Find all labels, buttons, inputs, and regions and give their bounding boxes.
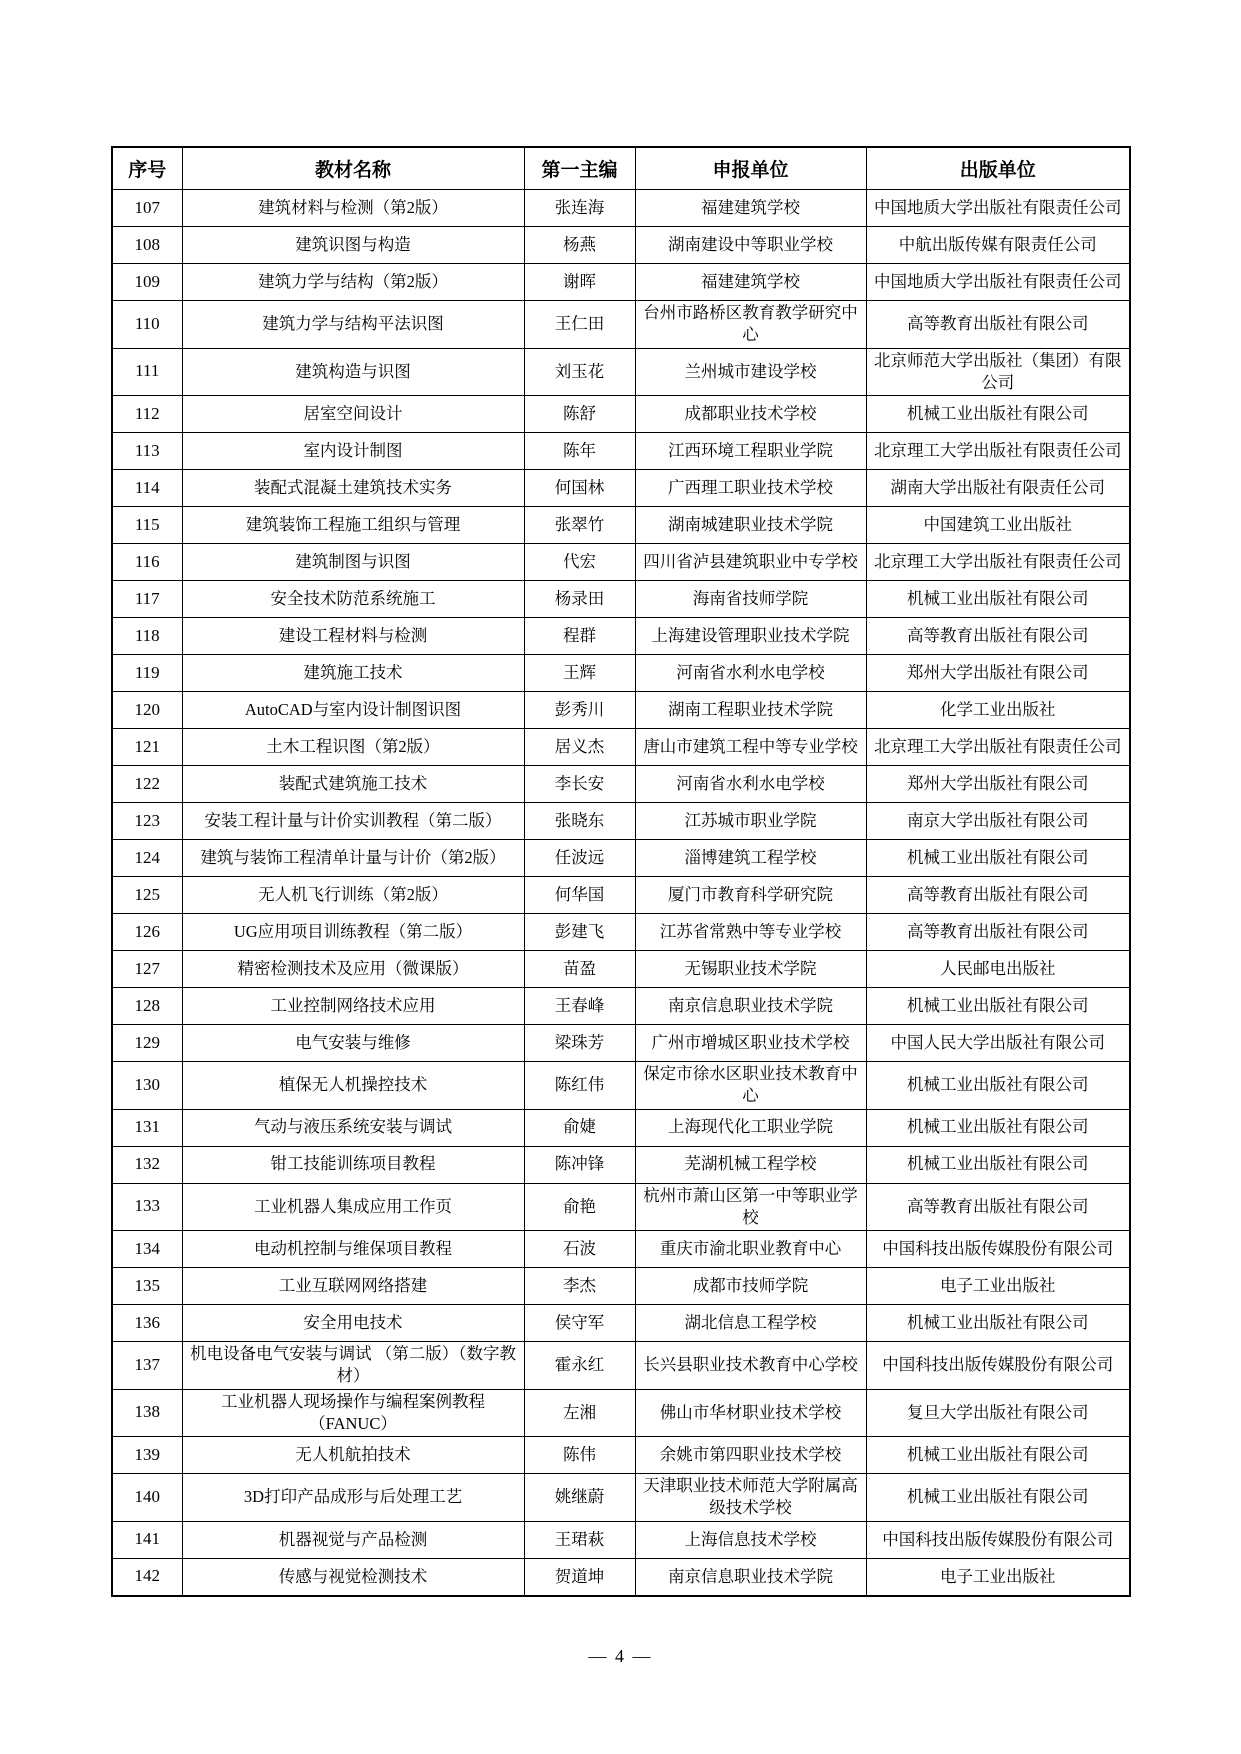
cell-index: 123 (112, 803, 182, 840)
cell-applicant: 湖南城建职业技术学院 (635, 507, 866, 544)
cell-applicant: 广西理工职业技术学校 (635, 470, 866, 507)
cell-applicant: 成都职业技术学校 (635, 396, 866, 433)
cell-index: 137 (112, 1342, 182, 1390)
cell-index: 129 (112, 1025, 182, 1062)
table-row (112, 507, 1130, 544)
table-row (112, 1268, 1130, 1305)
cell-publisher: 中国科技出版传媒股份有限公司 (866, 1231, 1130, 1268)
cell-applicant: 台州市路桥区教育教学研究中心 (635, 301, 866, 349)
table-row (112, 227, 1130, 264)
table-row (112, 1521, 1130, 1558)
cell-applicant: 余姚市第四职业技术学校 (635, 1437, 866, 1474)
cell-applicant: 无锡职业技术学院 (635, 951, 866, 988)
table-row (112, 655, 1130, 692)
cell-publisher: 机械工业出版社有限公司 (866, 581, 1130, 618)
cell-title: 气动与液压系统安装与调试 (182, 1109, 524, 1146)
table-row (112, 692, 1130, 729)
cell-publisher: 北京理工大学出版社有限责任公司 (866, 433, 1130, 470)
cell-index: 113 (112, 433, 182, 470)
cell-index: 126 (112, 914, 182, 951)
cell-publisher: 机械工业出版社有限公司 (866, 1474, 1130, 1522)
cell-publisher: 中航出版传媒有限责任公司 (866, 227, 1130, 264)
cell-applicant: 杭州市萧山区第一中等职业学校 (635, 1183, 866, 1231)
cell-title: 传感与视觉检测技术 (182, 1558, 524, 1596)
table-row (112, 877, 1130, 914)
cell-title: 安全用电技术 (182, 1305, 524, 1342)
cell-applicant: 兰州城市建设学校 (635, 348, 866, 396)
column-header-index: 序号 (112, 147, 182, 190)
cell-applicant: 南京信息职业技术学院 (635, 988, 866, 1025)
cell-publisher: 中国科技出版传媒股份有限公司 (866, 1521, 1130, 1558)
table-row (112, 1109, 1130, 1146)
table-row (112, 1342, 1130, 1390)
cell-title: 建筑力学与结构（第2版） (182, 264, 524, 301)
cell-editor: 杨录田 (524, 581, 635, 618)
cell-applicant: 江苏城市职业学院 (635, 803, 866, 840)
column-header-applicant: 申报单位 (635, 147, 866, 190)
table-row (112, 1183, 1130, 1231)
cell-publisher: 机械工业出版社有限公司 (866, 396, 1130, 433)
cell-title: 建筑构造与识图 (182, 348, 524, 396)
table-row (112, 1474, 1130, 1522)
cell-title: 居室空间设计 (182, 396, 524, 433)
cell-publisher: 南京大学出版社有限公司 (866, 803, 1130, 840)
cell-publisher: 机械工业出版社有限公司 (866, 1109, 1130, 1146)
table-row (112, 729, 1130, 766)
cell-title: UG应用项目训练教程（第二版） (182, 914, 524, 951)
cell-title: 装配式建筑施工技术 (182, 766, 524, 803)
cell-applicant: 江西环境工程职业学院 (635, 433, 866, 470)
cell-editor: 代宏 (524, 544, 635, 581)
cell-index: 112 (112, 396, 182, 433)
cell-applicant: 海南省技师学院 (635, 581, 866, 618)
cell-title: 建筑与装饰工程清单计量与计价（第2版） (182, 840, 524, 877)
cell-applicant: 厦门市教育科学研究院 (635, 877, 866, 914)
table-row (112, 1389, 1130, 1437)
cell-publisher: 北京师范大学出版社（集团）有限公司 (866, 348, 1130, 396)
cell-editor: 张晓东 (524, 803, 635, 840)
table-row (112, 1558, 1130, 1596)
cell-editor: 陈伟 (524, 1437, 635, 1474)
cell-title: 植保无人机操控技术 (182, 1062, 524, 1110)
cell-editor: 居义杰 (524, 729, 635, 766)
cell-publisher: 北京理工大学出版社有限责任公司 (866, 729, 1130, 766)
cell-applicant: 南京信息职业技术学院 (635, 1558, 866, 1596)
cell-publisher: 电子工业出版社 (866, 1558, 1130, 1596)
cell-editor: 何华国 (524, 877, 635, 914)
table-row (112, 1437, 1130, 1474)
cell-publisher: 人民邮电出版社 (866, 951, 1130, 988)
cell-title: 无人机航拍技术 (182, 1437, 524, 1474)
cell-editor: 梁珠芳 (524, 1025, 635, 1062)
cell-index: 136 (112, 1305, 182, 1342)
cell-index: 131 (112, 1109, 182, 1146)
cell-title: 建筑装饰工程施工组织与管理 (182, 507, 524, 544)
cell-publisher: 中国地质大学出版社有限责任公司 (866, 264, 1130, 301)
cell-index: 127 (112, 951, 182, 988)
cell-publisher: 郑州大学出版社有限公司 (866, 766, 1130, 803)
cell-editor: 张翠竹 (524, 507, 635, 544)
table-row (112, 1146, 1130, 1183)
cell-editor: 陈年 (524, 433, 635, 470)
cell-publisher: 郑州大学出版社有限公司 (866, 655, 1130, 692)
cell-editor: 霍永红 (524, 1342, 635, 1390)
table-row (112, 951, 1130, 988)
table-row (112, 803, 1130, 840)
cell-index: 135 (112, 1268, 182, 1305)
cell-title: 电气安装与维修 (182, 1025, 524, 1062)
cell-index: 140 (112, 1474, 182, 1522)
cell-index: 111 (112, 348, 182, 396)
table-row (112, 1231, 1130, 1268)
cell-title: AutoCAD与室内设计制图识图 (182, 692, 524, 729)
cell-title: 土木工程识图（第2版） (182, 729, 524, 766)
cell-title: 工业控制网络技术应用 (182, 988, 524, 1025)
cell-title: 安全技术防范系统施工 (182, 581, 524, 618)
cell-applicant: 芜湖机械工程学校 (635, 1146, 866, 1183)
cell-title: 钳工技能训练项目教程 (182, 1146, 524, 1183)
cell-applicant: 湖南工程职业技术学院 (635, 692, 866, 729)
table-row (112, 618, 1130, 655)
cell-publisher: 机械工业出版社有限公司 (866, 988, 1130, 1025)
cell-index: 128 (112, 988, 182, 1025)
cell-applicant: 河南省水利水电学校 (635, 655, 866, 692)
cell-publisher: 机械工业出版社有限公司 (866, 1305, 1130, 1342)
cell-applicant: 广州市增城区职业技术学校 (635, 1025, 866, 1062)
cell-editor: 刘玉花 (524, 348, 635, 396)
cell-title: 建筑制图与识图 (182, 544, 524, 581)
cell-applicant: 重庆市渝北职业教育中心 (635, 1231, 866, 1268)
cell-editor: 李杰 (524, 1268, 635, 1305)
cell-index: 130 (112, 1062, 182, 1110)
column-header-editor: 第一主编 (524, 147, 635, 190)
cell-index: 118 (112, 618, 182, 655)
cell-editor: 任波远 (524, 840, 635, 877)
cell-title: 建筑施工技术 (182, 655, 524, 692)
cell-publisher: 中国建筑工业出版社 (866, 507, 1130, 544)
cell-applicant: 湖南建设中等职业学校 (635, 227, 866, 264)
cell-editor: 李长安 (524, 766, 635, 803)
cell-editor: 贺道坤 (524, 1558, 635, 1596)
cell-publisher: 机械工业出版社有限公司 (866, 840, 1130, 877)
cell-index: 110 (112, 301, 182, 349)
cell-publisher: 中国科技出版传媒股份有限公司 (866, 1342, 1130, 1390)
cell-editor: 陈舒 (524, 396, 635, 433)
cell-applicant: 四川省泸县建筑职业中专学校 (635, 544, 866, 581)
cell-editor: 俞婕 (524, 1109, 635, 1146)
cell-index: 120 (112, 692, 182, 729)
cell-applicant: 江苏省常熟中等专业学校 (635, 914, 866, 951)
cell-title: 工业互联网网络搭建 (182, 1268, 524, 1305)
cell-publisher: 高等教育出版社有限公司 (866, 877, 1130, 914)
textbook-approval-table (111, 146, 1131, 1597)
cell-applicant: 湖北信息工程学校 (635, 1305, 866, 1342)
cell-index: 132 (112, 1146, 182, 1183)
cell-publisher: 复旦大学出版社有限公司 (866, 1389, 1130, 1437)
cell-publisher: 机械工业出版社有限公司 (866, 1146, 1130, 1183)
cell-index: 108 (112, 227, 182, 264)
cell-applicant: 福建建筑学校 (635, 264, 866, 301)
cell-editor: 谢晖 (524, 264, 635, 301)
cell-publisher: 化学工业出版社 (866, 692, 1130, 729)
cell-editor: 左湘 (524, 1389, 635, 1437)
page-number: — 4 — (588, 1646, 653, 1666)
table-row (112, 301, 1130, 349)
table-row (112, 581, 1130, 618)
cell-applicant: 天津职业技术师范大学附属高级技术学校 (635, 1474, 866, 1522)
table-row (112, 988, 1130, 1025)
cell-title: 3D打印产品成形与后处理工艺 (182, 1474, 524, 1522)
cell-index: 124 (112, 840, 182, 877)
cell-title: 工业机器人现场操作与编程案例教程（FANUC） (182, 1389, 524, 1437)
cell-publisher: 高等教育出版社有限公司 (866, 301, 1130, 349)
cell-index: 141 (112, 1521, 182, 1558)
table-row (112, 190, 1130, 227)
table-row (112, 840, 1130, 877)
cell-editor: 俞艳 (524, 1183, 635, 1231)
cell-title: 工业机器人集成应用工作页 (182, 1183, 524, 1231)
cell-publisher: 北京理工大学出版社有限责任公司 (866, 544, 1130, 581)
cell-applicant: 上海信息技术学校 (635, 1521, 866, 1558)
cell-title: 精密检测技术及应用（微课版） (182, 951, 524, 988)
table-row (112, 1305, 1130, 1342)
cell-index: 107 (112, 190, 182, 227)
cell-index: 139 (112, 1437, 182, 1474)
cell-index: 134 (112, 1231, 182, 1268)
cell-editor: 何国林 (524, 470, 635, 507)
cell-publisher: 湖南大学出版社有限责任公司 (866, 470, 1130, 507)
cell-index: 109 (112, 264, 182, 301)
table-row (112, 433, 1130, 470)
column-header-title: 教材名称 (182, 147, 524, 190)
cell-editor: 陈红伟 (524, 1062, 635, 1110)
cell-index: 121 (112, 729, 182, 766)
table-row (112, 396, 1130, 433)
cell-title: 机电设备电气安装与调试 （第二版）（数字教材） (182, 1342, 524, 1390)
cell-index: 125 (112, 877, 182, 914)
cell-title: 建筑识图与构造 (182, 227, 524, 264)
cell-applicant: 福建建筑学校 (635, 190, 866, 227)
cell-publisher: 电子工业出版社 (866, 1268, 1130, 1305)
table-row (112, 470, 1130, 507)
cell-index: 142 (112, 1558, 182, 1596)
cell-applicant: 淄博建筑工程学校 (635, 840, 866, 877)
cell-title: 建设工程材料与检测 (182, 618, 524, 655)
cell-index: 114 (112, 470, 182, 507)
table-row (112, 348, 1130, 396)
cell-title: 建筑材料与检测（第2版） (182, 190, 524, 227)
cell-publisher: 中国地质大学出版社有限责任公司 (866, 190, 1130, 227)
cell-editor: 王春峰 (524, 988, 635, 1025)
cell-editor: 王珺萩 (524, 1521, 635, 1558)
cell-editor: 姚继蔚 (524, 1474, 635, 1522)
cell-publisher: 高等教育出版社有限公司 (866, 618, 1130, 655)
cell-title: 安装工程计量与计价实训教程（第二版） (182, 803, 524, 840)
cell-applicant: 保定市徐水区职业技术教育中心 (635, 1062, 866, 1110)
cell-applicant: 长兴县职业技术教育中心学校 (635, 1342, 866, 1390)
table-header-row (112, 147, 1130, 190)
cell-editor: 彭秀川 (524, 692, 635, 729)
cell-title: 装配式混凝土建筑技术实务 (182, 470, 524, 507)
table-row (112, 766, 1130, 803)
cell-applicant: 成都市技师学院 (635, 1268, 866, 1305)
cell-index: 117 (112, 581, 182, 618)
cell-editor: 王辉 (524, 655, 635, 692)
cell-title: 机器视觉与产品检测 (182, 1521, 524, 1558)
cell-title: 无人机飞行训练（第2版） (182, 877, 524, 914)
cell-applicant: 上海现代化工职业学院 (635, 1109, 866, 1146)
cell-applicant: 上海建设管理职业技术学院 (635, 618, 866, 655)
cell-editor: 程群 (524, 618, 635, 655)
cell-index: 133 (112, 1183, 182, 1231)
table-row (112, 544, 1130, 581)
cell-editor: 苗盈 (524, 951, 635, 988)
cell-publisher: 高等教育出版社有限公司 (866, 1183, 1130, 1231)
cell-editor: 王仁田 (524, 301, 635, 349)
table-row (112, 914, 1130, 951)
table-row (112, 1025, 1130, 1062)
cell-title: 室内设计制图 (182, 433, 524, 470)
cell-editor: 侯守军 (524, 1305, 635, 1342)
cell-publisher: 中国人民大学出版社有限公司 (866, 1025, 1130, 1062)
cell-index: 119 (112, 655, 182, 692)
cell-index: 122 (112, 766, 182, 803)
cell-index: 138 (112, 1389, 182, 1437)
cell-publisher: 机械工业出版社有限公司 (866, 1062, 1130, 1110)
cell-applicant: 唐山市建筑工程中等专业学校 (635, 729, 866, 766)
table-row (112, 1062, 1130, 1110)
cell-title: 建筑力学与结构平法识图 (182, 301, 524, 349)
cell-title: 电动机控制与维保项目教程 (182, 1231, 524, 1268)
cell-index: 116 (112, 544, 182, 581)
cell-publisher: 高等教育出版社有限公司 (866, 914, 1130, 951)
cell-editor: 张连海 (524, 190, 635, 227)
cell-publisher: 机械工业出版社有限公司 (866, 1437, 1130, 1474)
cell-applicant: 河南省水利水电学校 (635, 766, 866, 803)
cell-applicant: 佛山市华材职业技术学校 (635, 1389, 866, 1437)
cell-editor: 石波 (524, 1231, 635, 1268)
table-row (112, 264, 1130, 301)
cell-editor: 陈冲锋 (524, 1146, 635, 1183)
cell-index: 115 (112, 507, 182, 544)
column-header-publisher: 出版单位 (866, 147, 1130, 190)
cell-editor: 杨燕 (524, 227, 635, 264)
cell-editor: 彭建飞 (524, 914, 635, 951)
